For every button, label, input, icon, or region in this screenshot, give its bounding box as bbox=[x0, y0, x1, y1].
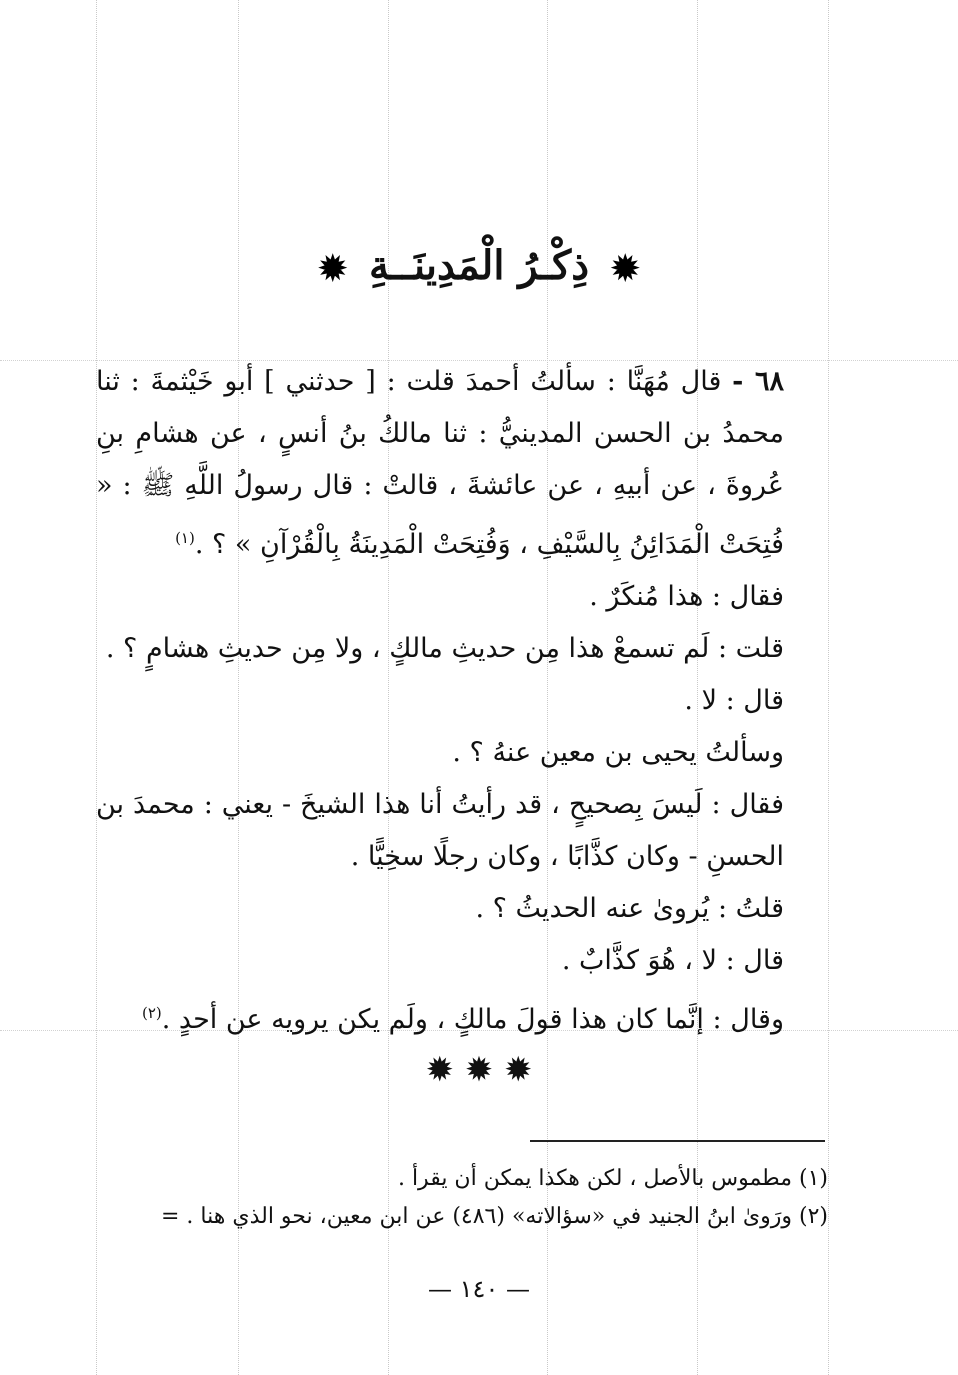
footnote-ref[interactable]: (١) bbox=[175, 529, 195, 547]
paragraph: قال : لا ، هُوَ كذَّابٌ . bbox=[561, 945, 784, 976]
paragraph: فقال : هذا مُنكَرٌ . bbox=[589, 581, 784, 612]
footnotes bbox=[96, 1160, 828, 1236]
paragraph bbox=[96, 987, 828, 1046]
chapter-title-text: ذِكْـرُ الْمَدِينَــةِ bbox=[368, 242, 590, 289]
paragraph-text: وقال : إنَّما كان هذا قولَ مالكٍ ، ولَم يكن يرويه عن أحدٍ . bbox=[161, 1004, 784, 1035]
ornament-star-icon: ✹ bbox=[318, 249, 348, 289]
section-separator: ✹ ✹ ✹ bbox=[425, 1050, 533, 1090]
hadith-number: ٦٨ - bbox=[732, 366, 784, 397]
paragraph: قلتُ : يُروىٰ عنه الحديثُ ؟ . bbox=[475, 893, 784, 924]
paragraph: وسألتُ يحيى بن معين عنهُ ؟ . bbox=[452, 737, 784, 768]
page-number: — ١٤٠ — bbox=[428, 1275, 530, 1303]
paragraph: قلت : لَم تسمعْ هذا مِن حديثِ مالكٍ ، ولا مِن حديثِ هشامٍ ؟ . bbox=[105, 633, 784, 664]
paragraph-68 bbox=[96, 356, 828, 571]
paragraph-text: قال مُهَنَّا : سألتُ أحمدَ قلت : [ حدثني ] أبو خَيْثمةَ : ثنا محمدُ بن الحسن المدينيُّ : ثنا مالكُ بنُ أنسٍ ، عن هشامِ بنِ عُروةَ ، عن أبيهِ ، عن عائشةَ ، قالتْ : قال رسولُ اللَّهِ ﷺ : « فُتِحَتْ الْمَدَائِنُ بِالسَّيْفِ ، وَفُتِحَتْ الْمَدِينَةُ بِالْقُرْآنِ » ؟ . bbox=[96, 366, 784, 560]
footnote: (١) مطموس بالأصل ، لكن هكذا يمكن أن يقرأ . bbox=[397, 1166, 828, 1191]
ornament-star-icon: ✹ bbox=[610, 249, 640, 289]
main-text bbox=[96, 356, 828, 1046]
footnote-rule bbox=[530, 1140, 825, 1142]
footnote: (٢) ورَوىٰ ابنُ الجنيد في «سؤالاته» (٤٨٦) عن ابن معين، نحو الذي هنا . = bbox=[161, 1204, 828, 1229]
chapter-title bbox=[0, 242, 958, 289]
paragraph: قال : لا . bbox=[684, 685, 784, 716]
footnote-ref[interactable]: (٢) bbox=[141, 1004, 162, 1022]
paragraph: فقال : لَيسَ بِصحيحٍ ، قد رأيتُ أنا هذا الشيخَ - يعني : محمدَ بن الحسنِ - وكان كذَّابًا ، وكان رجلًا سخِيًّا . bbox=[96, 789, 784, 872]
